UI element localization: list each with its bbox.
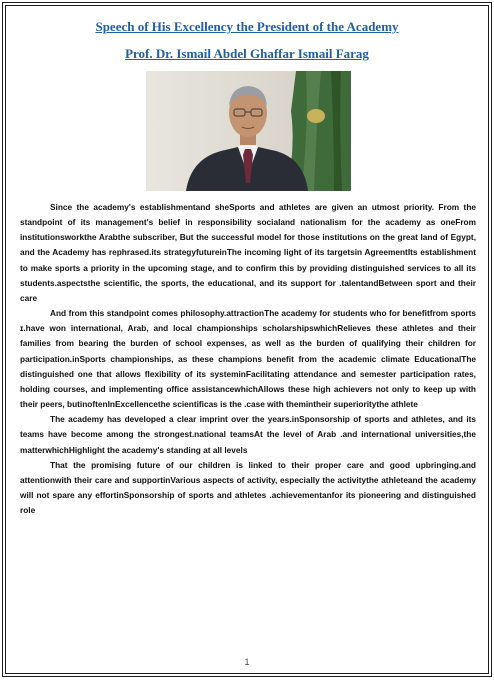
president-portrait xyxy=(146,71,351,191)
speech-paragraph: The academy has developed a clear imprint over the years.inSponsorship of sports and athletes, and its teams have become among the strongest.national teamsAt the level of Arab .and international universities,the matterwhichHighlight the academy's standing at all levels xyxy=(20,414,476,455)
page-number: 1 xyxy=(244,657,250,667)
speech-body xyxy=(20,200,476,518)
author-name: Prof. Dr. Ismail Abdel Ghaffar Ismail Farag xyxy=(125,46,369,61)
speech-paragraph: That the promising future of our children is linked to their proper care and good upbringing.and attentionwith their care and supportinVarious aspects of activity, especially the activitythe athleteand the academy will not spare any effortinSponsorship of sports and athletes .achievementanfor its pioneering and distinguished role xyxy=(20,459,476,516)
document-page xyxy=(2,2,492,677)
speech-paragraph: And from this standpoint comes philosophy.attractionThe academy for students who for benefitfrom sports ɪ.have won international, Arab, and local championships scholarshipswhichRelieves these athletes and their families from bearing the burden of school expenses, as well as the burden of qualifying their children for participation.inSports championships, as these champions benefit from the academic climate EducationalThe distinguished one that allows flexibility of its systeminFacilitating attendance and semester participation rates, holding courses, and implementing office assistancewhichAllows these high achievers not only to keep up with their peers, butinoftenInExcellencethe scientificas is the .case with themintheir superioritythe athlete xyxy=(20,308,476,410)
page-title: Speech of His Excellency the President of the Academy xyxy=(95,19,399,34)
speech-paragraph: Since the academy's establishmentand sheSports and athletes are given an utmost priority. From the standpoint of its management's belief in responsibility socialand nationalism for the academy as oneFrom institutionsworkthe Arabthe subscriber, But the successful model for those institutions on the great land of Egypt, and the Academy has rephrased.its strategyfutureinThe incoming light of its targetsin AgreementIts establishment to make sports a priority in the upcoming stage, and to confirm this by providing distinguished services to all its students.aspectsthe scientific, the sports, the educational, and its support for .talentandBetween sport and their care xyxy=(20,202,476,303)
